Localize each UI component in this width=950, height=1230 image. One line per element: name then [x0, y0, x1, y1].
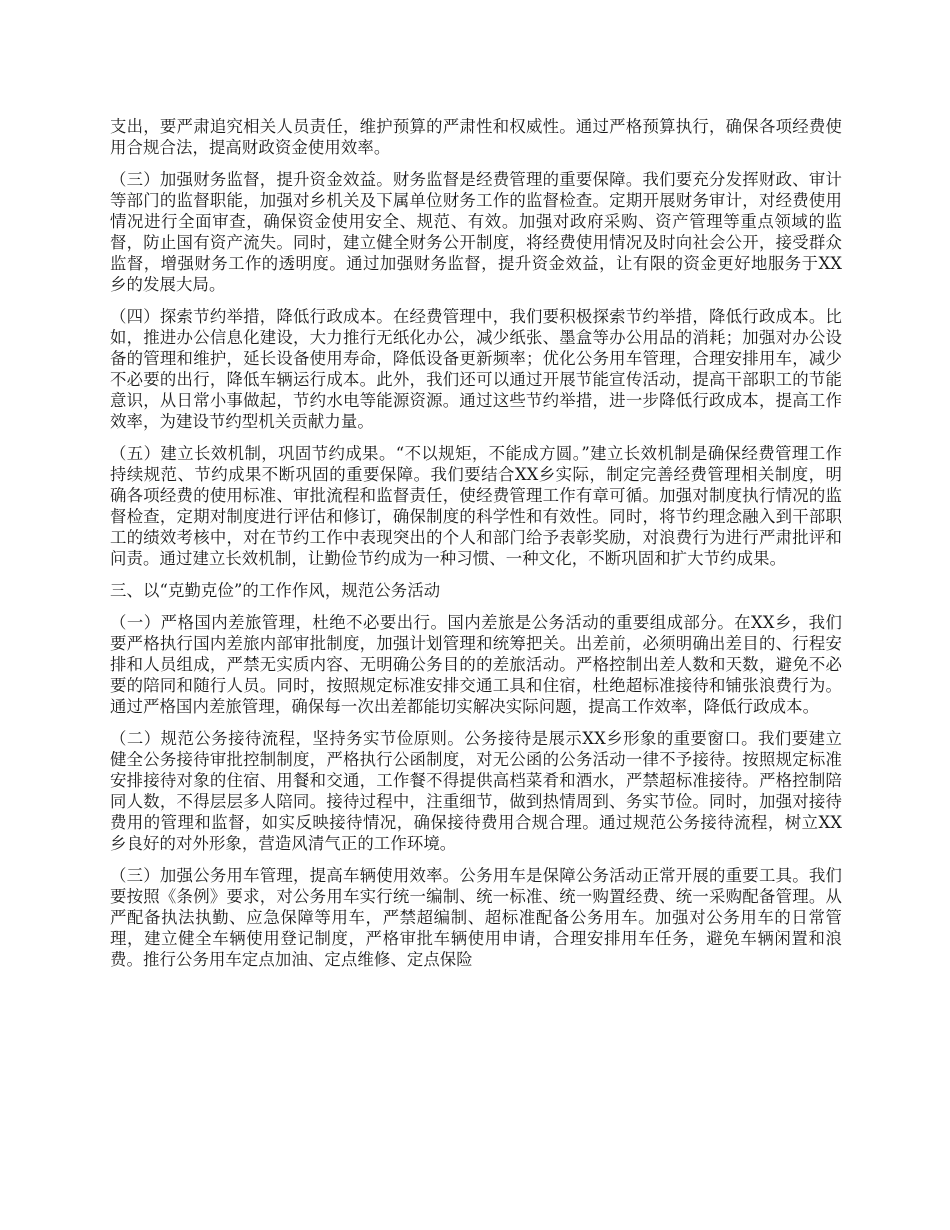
paragraph-vehicle-management: （三）加强公务用车管理，提高车辆使用效率。公务用车是保障公务活动正常开展的重要工具。我们要按照《条例》要求，对公务用车实行统一编制、统一标准、统一购置经费、统一采购配备管理。从严配备执法执勤、应急保障等用车，严禁超编制、超标准配备公务用车。加强对公务用车的日常管理，建立健全车辆使用登记制度，严格审批车辆使用申请，合理安排用车任务，避免车辆闲置和浪费。推行公务用车定点加油、定点维修、定点保险	[110, 866, 842, 969]
section-heading-3: 三、以“克勤克俭”的工作作风，规范公务活动	[110, 581, 441, 600]
document-page	[110, 116, 842, 981]
paragraph-financial-supervision: （三）加强财务监督，提升资金效益。财务监督是经费管理的重要保障。我们要充分发挥财政、审计等部门的监督职能，加强对乡机关及下属单位财务工作的监督检查。定期开展财务审计，对经费使用情况进行全面审查，确保资金使用安全、规范、有效。加强对政府采购、资产管理等重点领域的监督，防止国有资产流失。同时，建立健全财务公开制度，将经费使用情况及时向社会公开，接受群众监督，增强财务工作的透明度。通过加强财务监督，提升资金效益，让有限的资金更好地服务于XX乡的发展大局。	[110, 170, 842, 294]
paragraph-travel-management: （一）严格国内差旅管理，杜绝不必要出行。国内差旅是公务活动的重要组成部分。在XX乡，我们要严格执行国内差旅内部审批制度，加强计划管理和统筹把关。出差前，必须明确出差目的、行程安排和人员组成，严禁无实质内容、无明确公务目的的差旅活动。严格控制出差人数和天数，避免不必要的陪同和随行人员。同时，按照规定标准安排交通工具和住宿，杜绝超标准接待和铺张浪费行为。通过严格国内差旅管理，确保每一次出差都能切实解决实际问题，提高工作效率，降低行政成本。	[110, 613, 842, 716]
paragraph-budget-conclusion: 支出，要严肃追究相关人员责任，维护预算的严肃性和权威性。通过严格预算执行，确保各项经费使用合规合法，提高财政资金使用效率。	[110, 117, 842, 157]
paragraph-saving-measures: （四）探索节约举措，降低行政成本。在经费管理中，我们要积极探索节约举措，降低行政成本。比如，推进办公信息化建设，大力推行无纸化办公，减少纸张、墨盒等办公用品的消耗；加强对办公设备的管理和维护，延长设备使用寿命，降低设备更新频率；优化公务用车管理，合理安排用车，减少不必要的出行，降低车辆运行成本。此外，我们还可以通过开展节能宣传活动，提高干部职工的节能意识，从日常小事做起，节约水电等能源资源。通过这些节约举措，进一步降低行政成本，提高工作效率，为建设节约型机关贡献力量。	[110, 307, 842, 431]
paragraph-long-term-mechanism: （五）建立长效机制，巩固节约成果。“不以规矩，不能成方圆。”建立长效机制是确保经费管理工作持续规范、节约成果不断巩固的重要保障。我们要结合XX乡实际，制定完善经费管理相关制度，明确各项经费的使用标准、审批流程和监督责任，使经费管理工作有章可循。加强对制度执行情况的监督检查，定期对制度进行评估和修订，确保制度的科学性和有效性。同时，将节约理念融入到干部职工的绩效考核中，对在节约工作中表现突出的个人和部门给予表彰奖励，对浪费行为进行严肃批评和问责。通过建立长效机制，让勤俭节约成为一种习惯、一种文化，不断巩固和扩大节约成果。	[110, 444, 842, 568]
paragraph-reception-process: （二）规范公务接待流程，坚持务实节俭原则。公务接待是展示XX乡形象的重要窗口。我们要建立健全公务接待审批控制制度，严格执行公函制度，对无公函的公务活动一律不予接待。按照规定标准安排接待对象的住宿、用餐和交通，工作餐不得提供高档菜肴和酒水，严禁超标准接待。严格控制陪同人数，不得层层多人陪同。接待过程中，注重细节，做到热情周到、务实节俭。同时，加强对接待费用的管理和监督，如实反映接待情况，确保接待费用合规合理。通过规范公务接待流程，树立XX乡良好的对外形象，营造风清气正的工作环境。	[110, 729, 842, 853]
